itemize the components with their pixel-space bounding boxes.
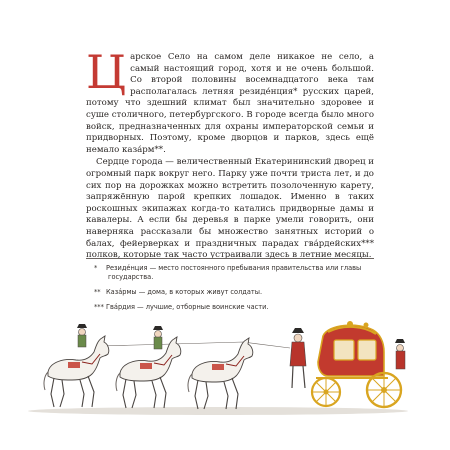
footnote-text: Резиде́нция — место постоянного пребывания правительства или главы государства.	[106, 264, 362, 281]
footnote-2	[94, 288, 374, 297]
paragraph-1	[86, 45, 374, 156]
horse-1	[44, 336, 109, 407]
rider-2	[153, 326, 163, 349]
wheel-front	[312, 378, 340, 406]
footnote-mark: *	[94, 264, 98, 272]
wheel-rear	[367, 373, 401, 407]
footnote-mark: ***	[94, 303, 104, 311]
footnote-divider	[86, 258, 374, 259]
footnote-3	[94, 303, 374, 312]
ground-shadow	[28, 407, 408, 415]
footnotes	[94, 264, 374, 318]
paragraph-2: Сердце города — величественный Екатерининский дворец и огромный парк вокруг него. Парку уже почти триста лет, и до сих пор на дорожках можно встретить позолоченную карету, запряжённую парой крепких лошадок. Именно в таких роскошных экипажах когда-то катались придворные дамы и кавалеры. А если бы деревья в парке умели говорить, они наверняка рассказали бы множество занятных историй о балах, фейерверках и праздничных парадах гва́рдейских*** полков, которые так часто устраивали здесь в летние месяцы.	[86, 157, 375, 261]
drop-cap: Ц	[86, 45, 127, 99]
horse-2	[116, 337, 181, 408]
footnote-mark: **	[94, 288, 101, 296]
rider-1	[77, 324, 87, 347]
main-text	[86, 45, 375, 262]
carriage	[312, 321, 405, 407]
footnote-1	[94, 264, 374, 282]
reins	[100, 342, 290, 348]
footnote-text: Гва́рдия — лучшие, отборные воинские части.	[106, 303, 269, 311]
horse-3	[188, 338, 253, 409]
carriage-illustration	[28, 318, 428, 418]
footnote-text: Каза́рмы — дома, в которых живут солдаты.	[106, 288, 263, 296]
footman	[395, 339, 405, 369]
coachman	[290, 328, 306, 388]
paragraph-1-text: арское Село на самом деле никакое не село, а самый настоящий город, хотя и не очень большой. Со второй половины восемнадцатого века там располагалась летняя резиде́нция* русских царей, потому что здешний климат был значительно здоровее и суше столичного, петербургского. В городе всегда было много войск, предназначенных для охраны императорской семьи и придворных. Поэтому, кроме дворцов и парков, здесь ещё немало каза́рм**.	[86, 52, 374, 155]
